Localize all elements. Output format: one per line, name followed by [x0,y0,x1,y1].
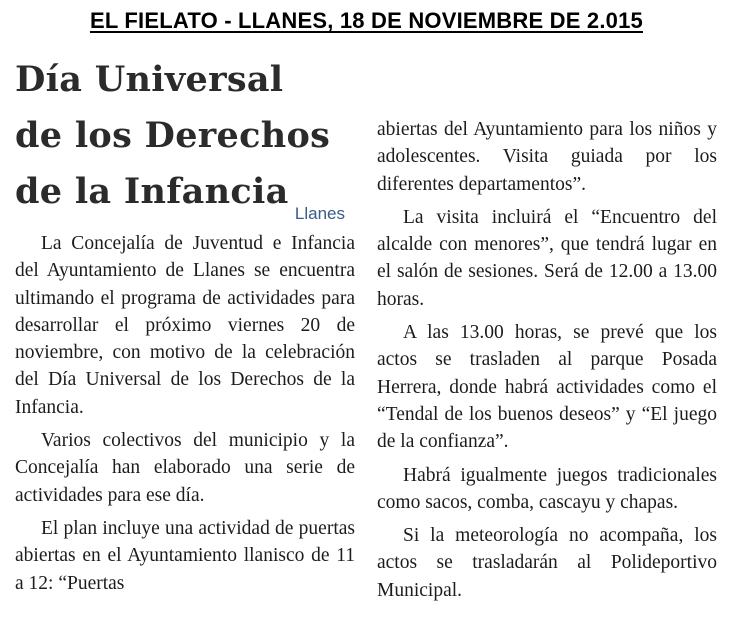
paragraph: A las 13.00 horas, se prevé que los actos se trasladen al parque Posada Herrera, donde habrá actividades como el “Tendal de los buenos deseos” y “El juego de la confianza”. [377,322,717,453]
paragraph: El plan incluye una actividad de puertas abiertas en el Ayuntamiento llanisco de 11 a 12: “Puertas [15,517,355,594]
article-headline [15,52,360,220]
article-column-left [15,230,355,597]
newspaper-header [0,8,733,34]
paragraph: Habrá igualmente juegos tradicionales como sacos, comba, cascayu y chapas. [377,464,717,513]
paragraph: Si la meteorología no acompaña, los actos se trasladarán al Polideportivo Municipal. [377,525,717,601]
header-text: EL FIELATO - LLANES, 18 DE NOVIEMBRE DE 2.015 [89,8,643,33]
paragraph: Varios colectivos del municipio y la Concejalía han elaborado una serie de actividades para ese día. [15,430,355,506]
headline-line-1: Día Universal [15,59,284,100]
paragraph: La visita incluirá el “Encuentro del alcalde con menores”, que tendrá lugar en el salón de sesiones. Será de 12.00 a 13.00 horas. [377,206,717,310]
article-location: Llanes [294,204,345,223]
article-column-right [377,116,717,604]
headline-line-3: de la Infancia [15,171,289,212]
paragraph: abiertas del Ayuntamiento para los niños y adolescentes. Visita guiada por los diferentes departamentos”. [377,119,717,195]
headline-line-2: de los Derechos [15,115,331,156]
paragraph: La Concejalía de Juventud e Infancia del Ayuntamiento de Llanes se encuentra ultimando el programa de actividades para desarrollar el próximo viernes 20 de noviembre, con motivo de la celebración del Día Universal de los Derechos de la Infancia. [15,233,355,418]
